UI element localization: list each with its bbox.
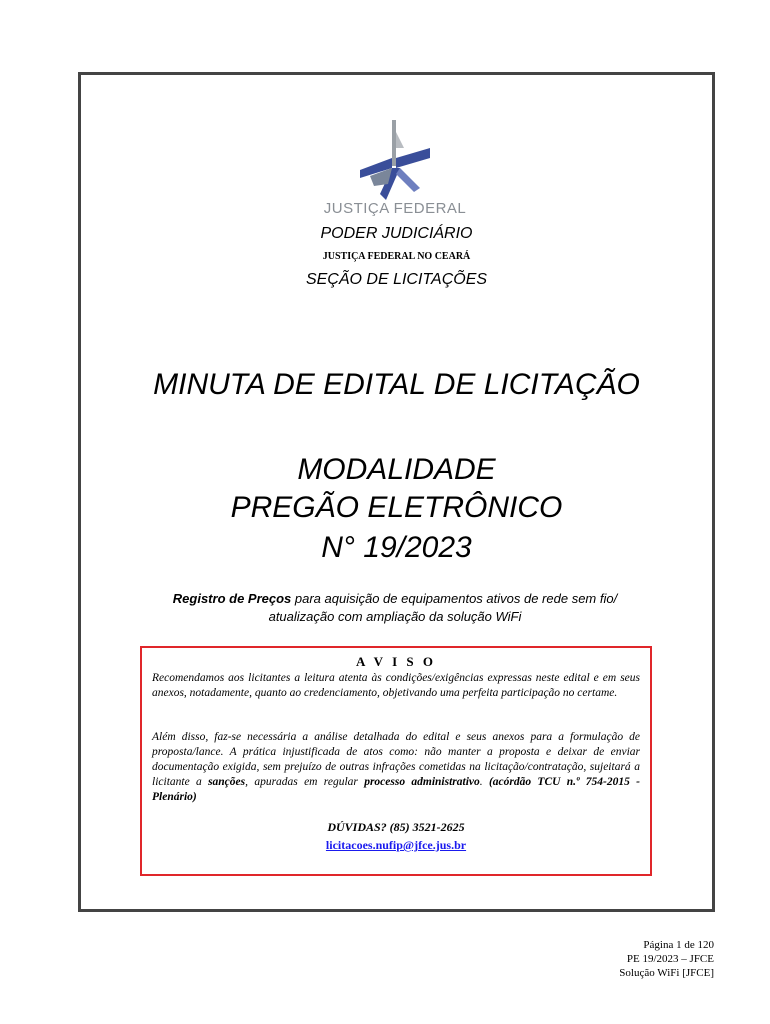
logo-text: JUSTIÇA FEDERAL <box>323 200 467 217</box>
page-footer <box>619 938 714 980</box>
aviso-paragraph-1: Recomendamos aos licitantes a leitura atenta às condições/exigências expressas neste edital e em seus anexos, notadamente, quanto ao credenciamento, objetivando uma perfeita participação no certame. <box>152 672 640 699</box>
justica-federal-ceara: JUSTIÇA FEDERAL NO CEARÁ <box>322 251 471 262</box>
aviso-title: A V I S O <box>356 654 436 669</box>
poder-judiciario: PODER JUDICIÁRIO <box>320 225 473 242</box>
contact-email-link[interactable]: licitacoes.nufip@jfce.jus.br <box>325 838 467 852</box>
aviso-acordao: (acórdão TCU n.º 754-2015 - Plenário) <box>152 776 640 803</box>
page-number: Página 1 de 120 <box>643 939 714 951</box>
secao-licitacoes: SEÇÃO DE LICITAÇÕES <box>305 271 488 288</box>
aviso-sancoes: sanções <box>208 776 246 788</box>
modalidade-number: N° 19/2023 <box>321 531 472 564</box>
aviso-p2-text-2: , apuradas em regular <box>245 776 365 788</box>
aviso-processo: processo administrativo <box>364 776 480 788</box>
document-title: MINUTA DE EDITAL DE LICITAÇÃO <box>153 368 640 401</box>
object-description <box>110 590 680 626</box>
modalidade-type: PREGÃO ELETRÔNICO <box>230 491 563 524</box>
footer-subject: Solução WiFi [JFCE] <box>619 967 714 979</box>
description-line1: para aquisição de equipamentos ativos de rede sem fio/ <box>291 591 618 606</box>
aviso-paragraph-2 <box>152 730 640 805</box>
footer-ref: PE 19/2023 – JFCE <box>626 953 714 965</box>
registro-precos: Registro de Preços <box>172 591 292 606</box>
modalidade-label: MODALIDADE <box>297 453 496 486</box>
aviso-p2-text: Além disso, faz-se necessária a análise detalhada do edital e seus anexos para a formulação de proposta/lance. A prática injustificada de atos como: não manter a proposta e deixar de enviar documentação exigida, sem prejuízo de outras infrações cometidas na licitação/contratação, sujeitará a licitante a <box>152 731 640 788</box>
description-line2: atualização com ampliação da solução WiFi <box>268 609 522 624</box>
aviso-p2-text-3: . <box>479 776 489 788</box>
duvidas-phone: DÚVIDAS? (85) 3521-2625 <box>327 820 465 834</box>
